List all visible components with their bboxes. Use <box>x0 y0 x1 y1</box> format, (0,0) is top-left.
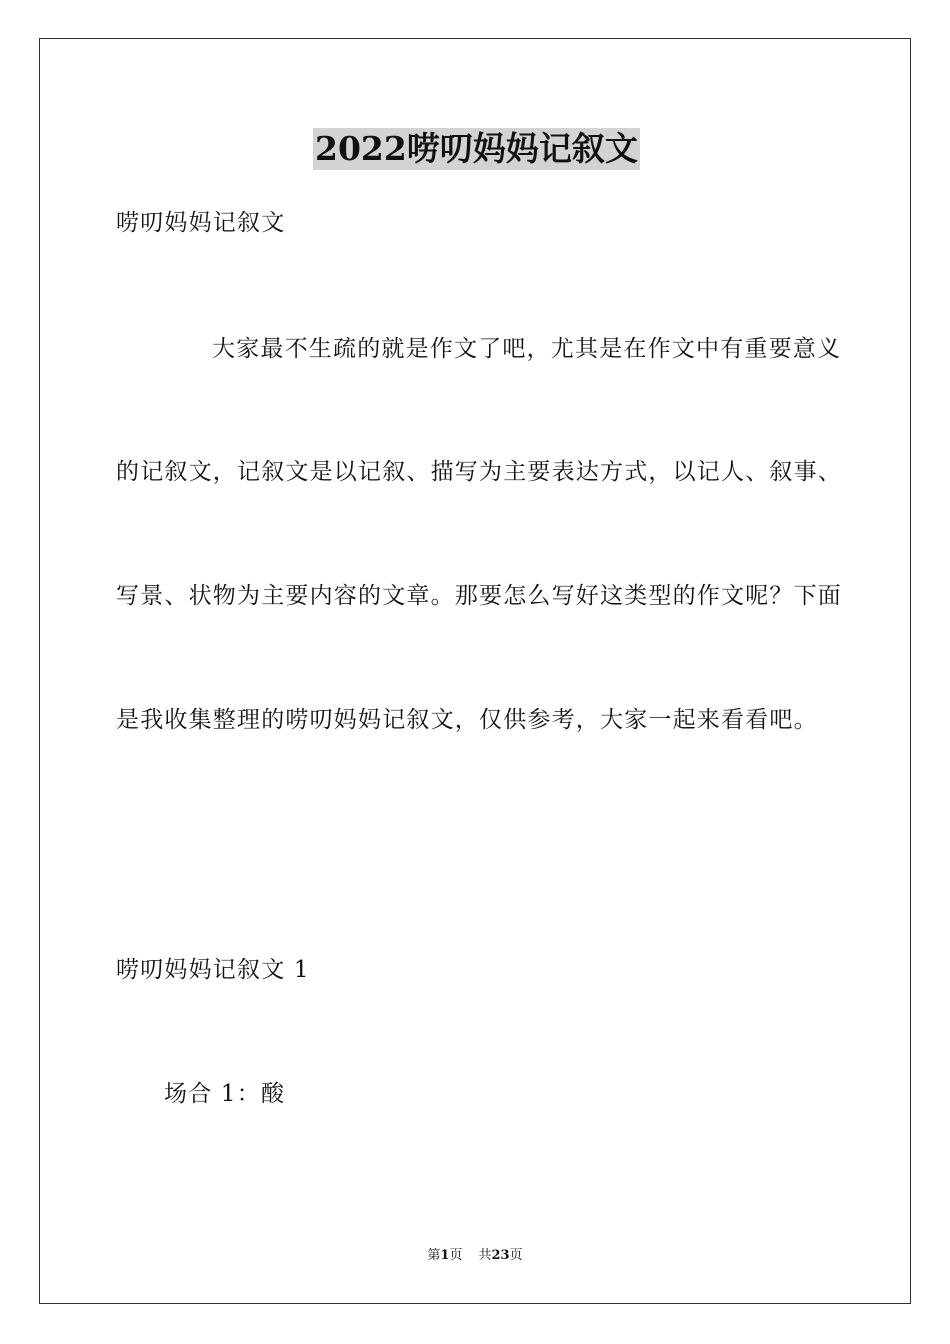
intro-paragraph-line: 的记叙文，记叙文是以记叙、描写为主要表达方式，以记人、叙事、 <box>116 459 842 485</box>
total-pages-number: 23 <box>491 1248 510 1263</box>
page-prefix: 第 <box>427 1248 441 1263</box>
intro-paragraph-line: 写景、状物为主要内容的文章。那要怎么写好这类型的作文呢？下面 <box>116 583 842 609</box>
section-heading: 唠叨妈妈记叙文 1 <box>116 957 310 983</box>
scene-line: 场合 1：酸 <box>164 1081 286 1107</box>
total-prefix: 共 <box>478 1248 492 1263</box>
document-subtitle: 唠叨妈妈记叙文 <box>116 210 286 236</box>
document-title: 2022唠叨妈妈记叙文 <box>315 129 638 168</box>
page-suffix: 页 <box>449 1248 463 1263</box>
intro-paragraph-line: 大家最不生疏的就是作文了吧，尤其是在作文中有重要意义 <box>212 336 842 362</box>
total-suffix: 页 <box>509 1248 523 1263</box>
page-footer <box>0 1247 950 1265</box>
current-page-number: 1 <box>440 1248 450 1263</box>
intro-paragraph-line: 是我收集整理的唠叨妈妈记叙文，仅供参考，大家一起来看看吧。 <box>116 707 818 733</box>
